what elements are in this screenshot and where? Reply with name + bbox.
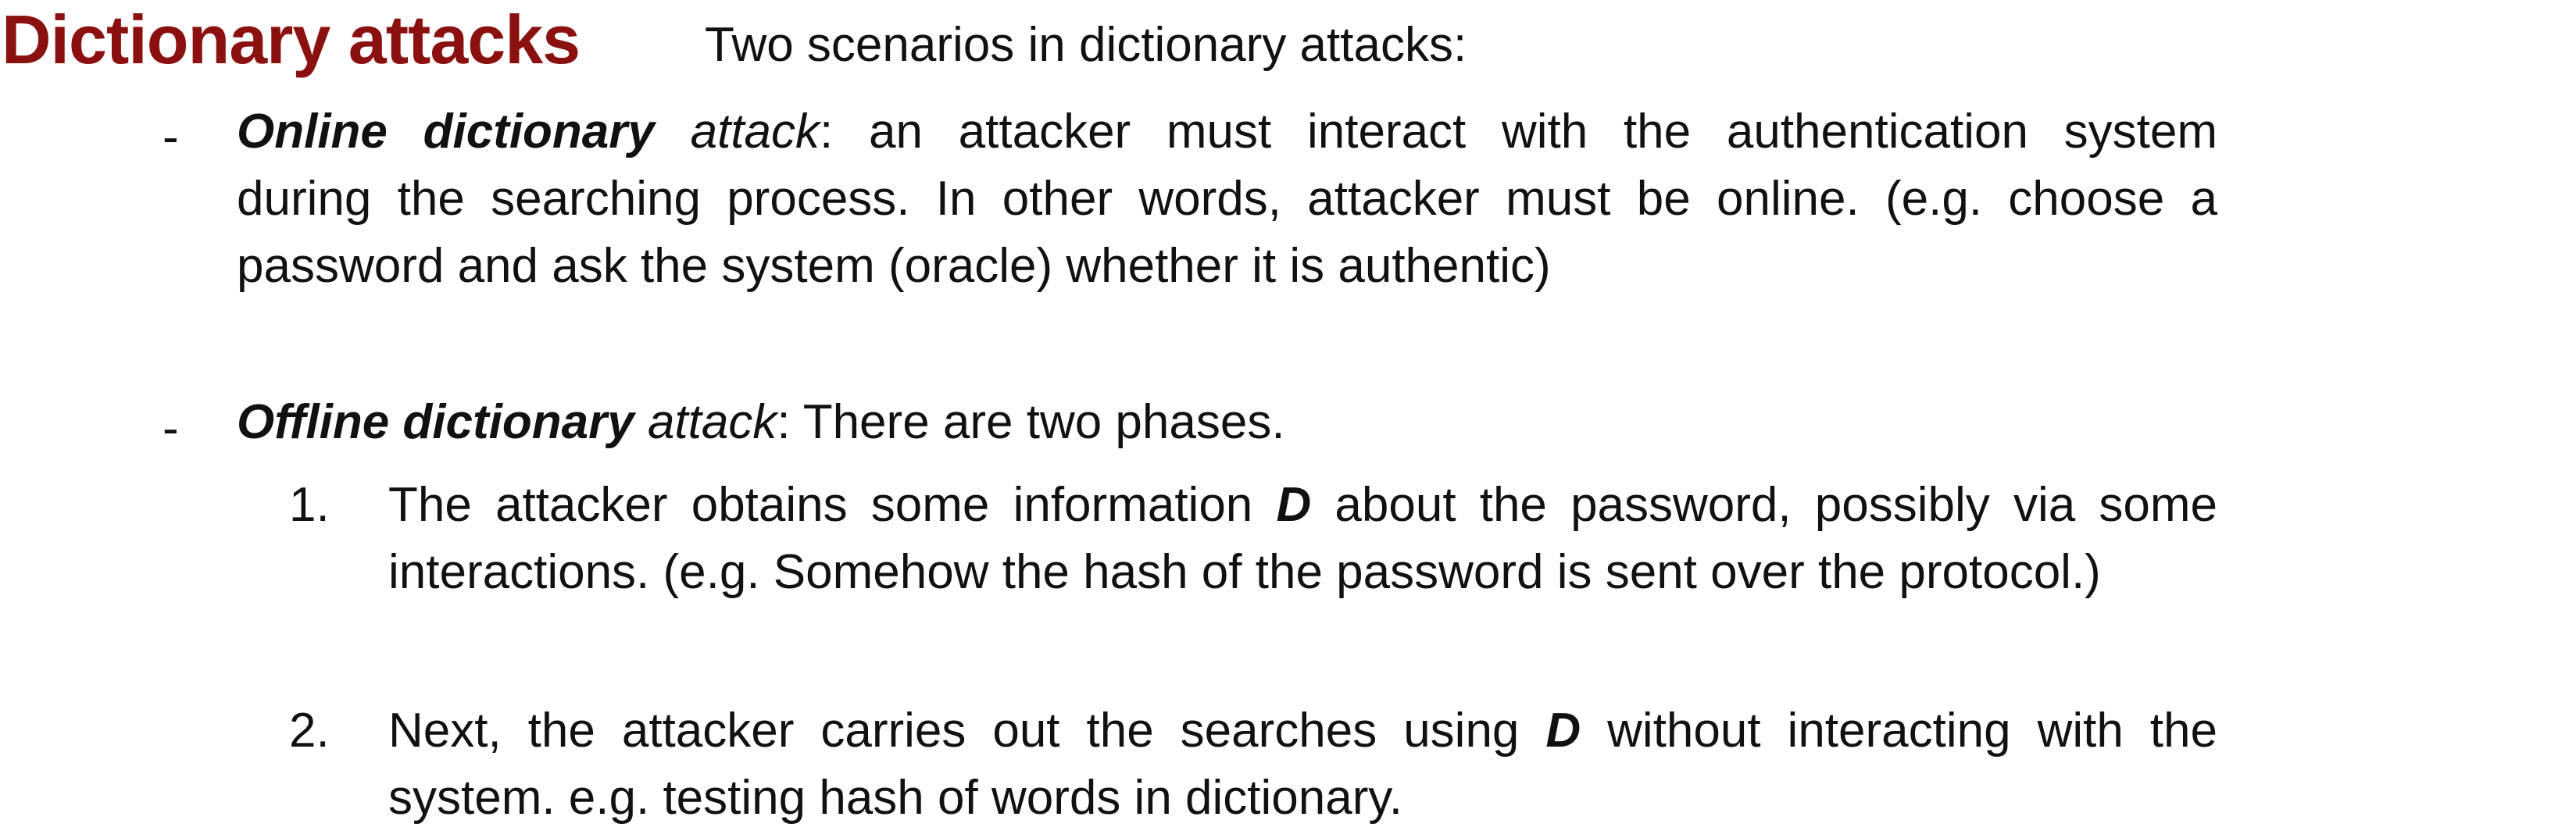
- step-number-1: 1.: [289, 478, 330, 532]
- bullet-marker-online: -: [163, 110, 179, 164]
- online-line1-text: : an attacker must interact with the authentication system: [820, 105, 2217, 159]
- step-number-2: 2.: [289, 704, 330, 758]
- online-line-2: during the searching process. In other words, attacker must be online. (e.g. choose a: [237, 172, 2217, 226]
- intro-text: Two scenarios in dictionary attacks:: [705, 18, 1467, 72]
- step1-line-2: interactions. (e.g. Somehow the hash of the password is sent over the protocol.): [388, 545, 2101, 599]
- online-term-italic: attack: [690, 105, 820, 159]
- step2-line1-post: without interacting with the: [1581, 704, 2217, 758]
- step1-symbol: D: [1276, 478, 1312, 532]
- online-line-3: password and ask the system (oracle) whether it is authentic): [237, 239, 1551, 293]
- offline-heading-text: : There are two phases.: [777, 395, 1285, 449]
- step1-line-1: [388, 472, 2217, 539]
- offline-attack-heading: [237, 394, 1285, 450]
- bullet-marker-offline: -: [163, 401, 179, 455]
- offline-term-bold: Offline dictionary: [237, 395, 634, 449]
- slide-title: Dictionary attacks: [2, 1, 581, 78]
- step-2-paragraph: [388, 697, 2217, 832]
- online-term-bold: Online dictionary: [237, 105, 655, 159]
- online-line-1: [237, 98, 2217, 166]
- step1-line1-pre: The attacker obtains some information: [388, 478, 1277, 532]
- online-attack-paragraph: [237, 98, 2217, 300]
- step2-line-2: system. e.g. testing hash of words in dictionary.: [388, 771, 1403, 825]
- offline-term-italic: attack: [647, 395, 777, 449]
- step2-line-1: [388, 697, 2217, 765]
- step2-symbol: D: [1545, 704, 1581, 758]
- step-1-paragraph: [388, 472, 2217, 606]
- step1-line1-post: about the password, possibly via some: [1311, 478, 2218, 532]
- step2-line1-pre: Next, the attacker carries out the searches using: [388, 704, 1546, 758]
